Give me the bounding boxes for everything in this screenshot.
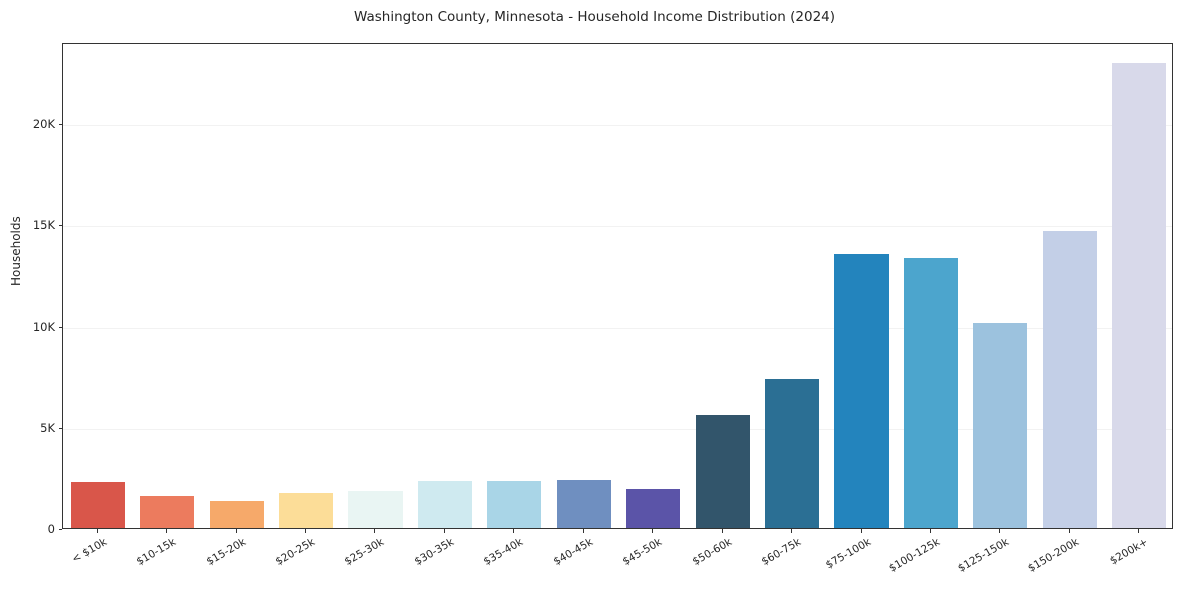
x-tick-label: $100-125k: [886, 536, 942, 575]
y-tick-mark: [59, 327, 63, 328]
x-tick-label: < $10k: [69, 536, 109, 566]
x-tick-label: $75-100k: [823, 536, 873, 572]
x-tick-label: $200k+: [1108, 536, 1151, 568]
bar: [1112, 63, 1166, 528]
bar: [765, 379, 819, 528]
x-tick-label: $30-35k: [412, 536, 456, 569]
y-tick-label: 10K: [32, 319, 55, 334]
x-tick-label: $25-30k: [342, 536, 387, 569]
bar: [557, 480, 611, 528]
bar: [1043, 231, 1097, 528]
y-tick-mark: [59, 225, 63, 226]
x-tick-mark: [1138, 529, 1139, 533]
bar-series: [63, 44, 1172, 528]
x-tick-label: $40-45k: [551, 536, 595, 569]
x-tick-mark: [722, 529, 723, 533]
x-tick-mark: [97, 529, 98, 533]
y-tick-mark: [59, 428, 63, 429]
y-axis-label: Households: [9, 216, 23, 286]
bar: [904, 258, 958, 528]
x-tick-label: $125-150k: [956, 536, 1012, 575]
x-tick-label: $150-200k: [1025, 536, 1081, 575]
x-tick-mark: [236, 529, 237, 533]
y-tick-label: 15K: [32, 218, 55, 233]
x-tick-mark: [374, 529, 375, 533]
x-tick-label: $15-20k: [204, 536, 248, 569]
bar: [210, 501, 264, 528]
bar: [348, 491, 402, 528]
x-tick-mark: [305, 529, 306, 533]
bar: [487, 481, 541, 528]
plot-area: [62, 43, 1173, 529]
x-tick-mark: [166, 529, 167, 533]
chart-title: Washington County, Minnesota - Household Income Distribution (2024): [353, 9, 836, 25]
x-tick-label: $35-40k: [481, 536, 526, 569]
y-tick-label: 0: [47, 522, 55, 536]
x-tick-label: $45-50k: [620, 536, 665, 569]
y-tick-label: 20K: [32, 117, 55, 131]
x-tick-mark: [861, 529, 862, 533]
bar: [140, 496, 194, 528]
x-tick-label: $10-15k: [134, 536, 179, 569]
x-tick-mark: [444, 529, 445, 533]
y-tick-mark: [59, 124, 63, 125]
bar: [418, 481, 472, 528]
bar: [279, 493, 333, 528]
x-tick-label: $50-60k: [690, 536, 734, 569]
x-tick-mark: [999, 529, 1000, 533]
x-tick-mark: [583, 529, 584, 533]
bar: [71, 482, 125, 528]
bar: [696, 415, 750, 528]
x-tick-mark: [930, 529, 931, 533]
x-tick-mark: [1069, 529, 1070, 533]
bar: [834, 254, 888, 528]
x-tick-mark: [513, 529, 514, 533]
x-tick-label: $60-75k: [759, 536, 804, 569]
x-tick-mark: [791, 529, 792, 533]
x-tick-mark: [652, 529, 653, 533]
bar: [626, 489, 680, 528]
y-tick-label: 5K: [40, 420, 55, 435]
bar: [973, 323, 1027, 528]
y-tick-mark: [59, 529, 63, 530]
x-tick-label: $20-25k: [273, 536, 318, 569]
